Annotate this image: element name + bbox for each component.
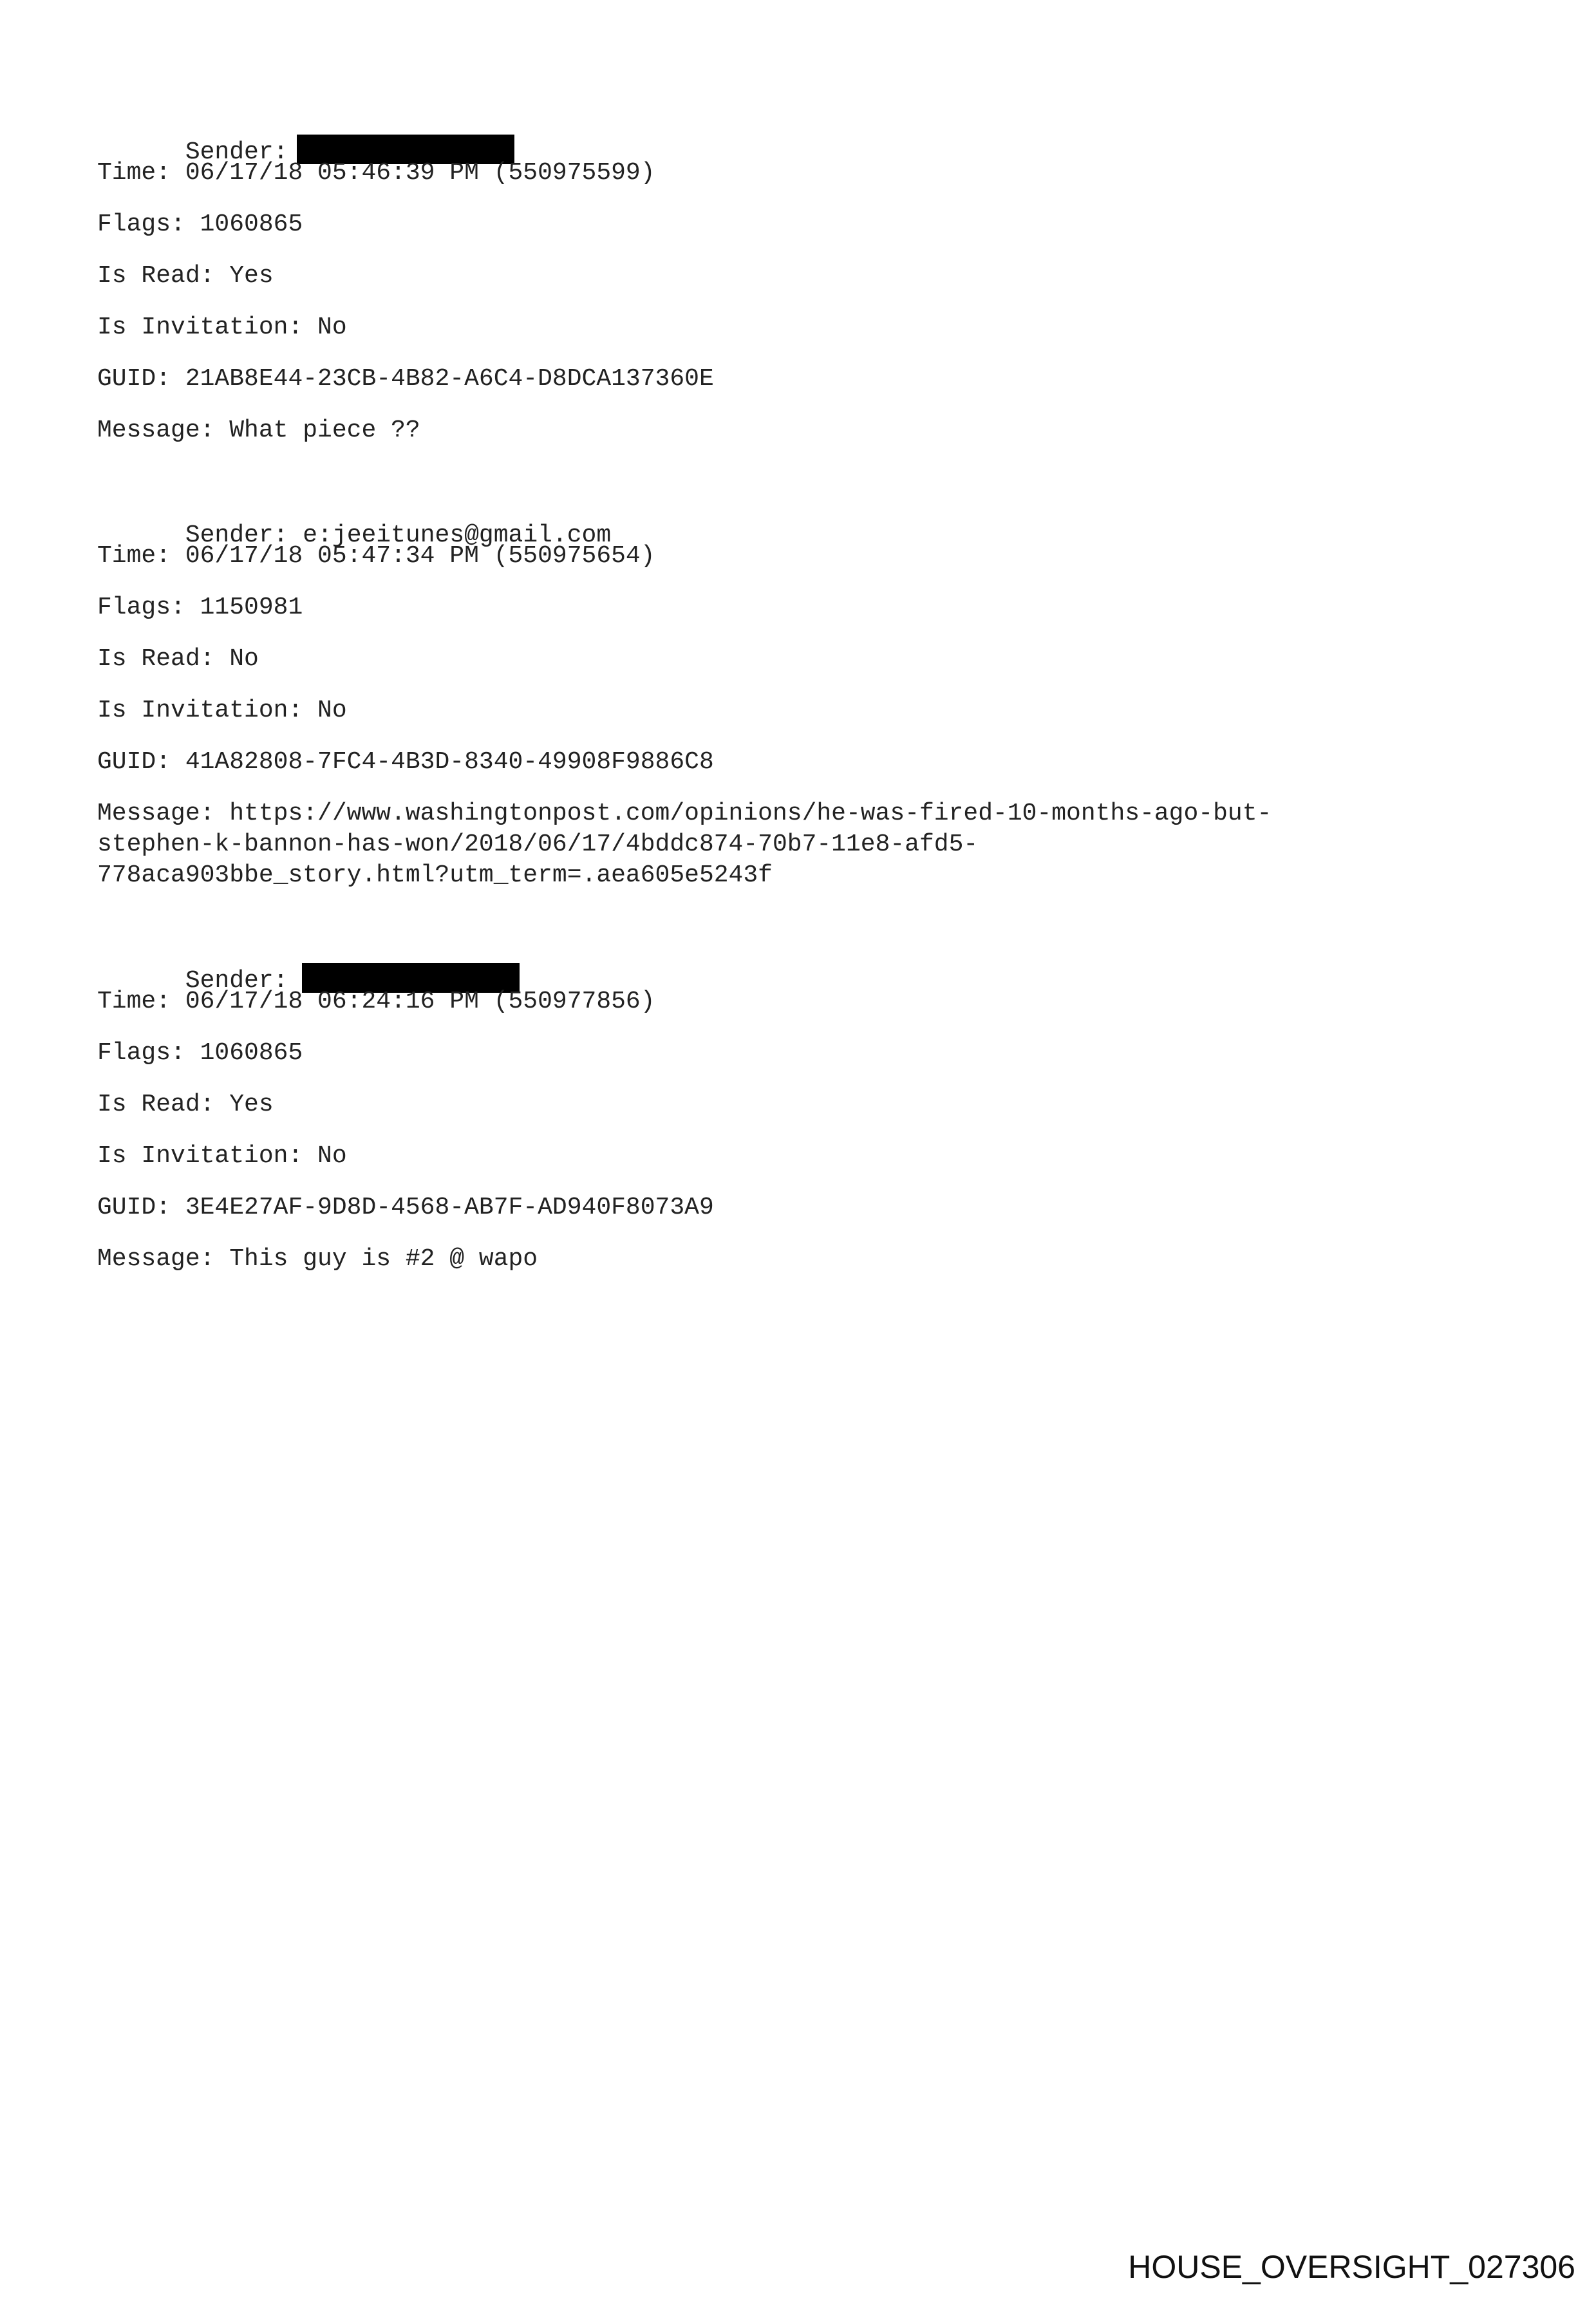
time-line: Time: 06/17/18 06:24:16 PM (550977856) — [97, 988, 655, 1015]
sender-value: e:jeeitunes@gmail.com — [303, 522, 612, 549]
time-line: Time: 06/17/18 05:47:34 PM (550975654) — [97, 542, 655, 570]
is-invitation-line: Is Invitation: No — [97, 1142, 347, 1170]
sender-label: Sender: — [185, 522, 288, 549]
message-line: Message: What piece ?? — [97, 417, 420, 444]
bates-number: HOUSE_OVERSIGHT_027306 — [1128, 2249, 1575, 2285]
flags-line: Flags: 1150981 — [97, 594, 303, 621]
flags-line: Flags: 1060865 — [97, 1039, 303, 1067]
guid-line: GUID: 21AB8E44-23CB-4B82-A6C4-D8DCA137360E — [97, 365, 714, 393]
sender-label: Sender: — [185, 138, 288, 167]
guid-line: GUID: 3E4E27AF-9D8D-4568-AB7F-AD940F8073A9 — [97, 1194, 714, 1221]
message-line: Message: This guy is #2 @ wapo — [97, 1245, 538, 1273]
sender-label: Sender: — [185, 967, 288, 995]
flags-line: Flags: 1060865 — [97, 211, 303, 238]
message-line: Message: https://www.washingtonpost.com/opinions/he-was-fired-10-months-ago-but- stephen-k-bannon-has-won/2018/06/17/4bddc874-70b7-11e8-afd5- 778aca903bbe_story.html?utm_term=.aea605e5243f — [97, 800, 1272, 889]
is-read-line: Is Read: Yes — [97, 262, 274, 290]
is-invitation-line: Is Invitation: No — [97, 697, 347, 724]
guid-line: GUID: 41A82808-7FC4-4B3D-8340-49908F9886C8 — [97, 748, 714, 776]
is-read-line: Is Read: No — [97, 645, 259, 673]
is-invitation-line: Is Invitation: No — [97, 314, 347, 341]
is-read-line: Is Read: Yes — [97, 1091, 274, 1118]
time-line: Time: 06/17/18 05:46:39 PM (550975599) — [97, 159, 655, 187]
